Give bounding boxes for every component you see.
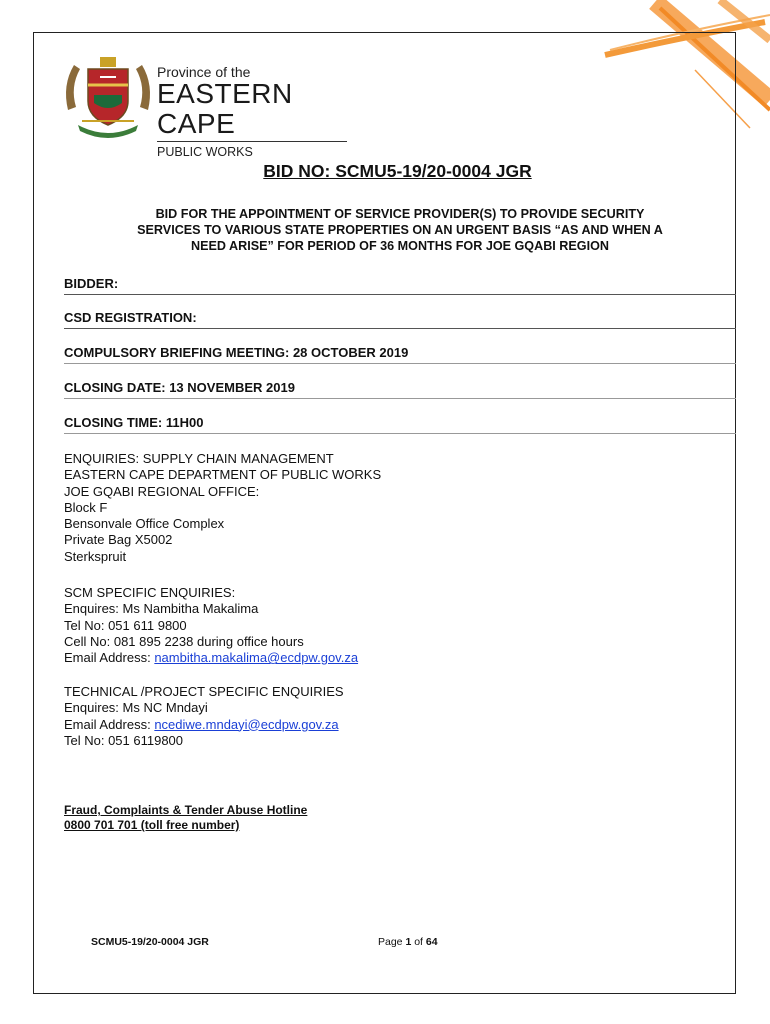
scm-email-label: Email Address: (64, 650, 155, 666)
page-total: 64 (425, 936, 438, 948)
csd-registration-field: CSD REGISTRATION: (64, 310, 736, 329)
address-line: Private Bag X5002 (64, 532, 173, 548)
page-of: of (411, 936, 426, 948)
scm-heading: SCM SPECIFIC ENQUIRIES: (64, 585, 236, 600)
scm-cell: Cell No: 081 895 2238 during office hours (64, 633, 304, 649)
briefing-meeting-field: COMPULSORY BRIEFING MEETING: 28 OCTOBER 2019 (64, 345, 736, 364)
footer-reference: SCMU5-19/20-0004 JGR (91, 936, 209, 948)
scm-email-link[interactable]: nambitha.makalima@ecdpw.gov.za (154, 650, 359, 666)
technical-heading: TECHNICAL /PROJECT SPECIFIC ENQUIRIES (64, 684, 344, 699)
logo-main-line: EASTERN CAPE (157, 78, 293, 139)
logo-province-line: Province of the (157, 64, 251, 80)
technical-email-row (64, 717, 344, 733)
bid-number-title: BID NO: SCMU5-19/20-0004 JGR (263, 161, 532, 181)
address-line: Block F (64, 499, 108, 515)
page-word: Page (378, 936, 406, 948)
bid-description (60, 206, 740, 254)
scm-contact: Enquires: Ms Nambitha Makalima (64, 601, 259, 617)
technical-email-label: Email Address: (64, 716, 155, 732)
technical-enquiries-block (64, 684, 344, 749)
fraud-hotline (64, 803, 307, 833)
address-line: Bensonvale Office Complex (64, 516, 225, 532)
hotline-number: 0800 701 701 (toll free number) (64, 818, 240, 832)
bid-description-line: NEED ARISE” FOR PERIOD OF 36 MONTHS FOR JOE GQABI REGION (191, 239, 609, 253)
technical-tel: Tel No: 051 6119800 (64, 732, 184, 748)
bidder-field: BIDDER: (64, 276, 736, 295)
technical-contact: Enquires: Ms NC Mndayi (64, 700, 208, 716)
footer-page-number (378, 936, 438, 948)
address-line: EASTERN CAPE DEPARTMENT OF PUBLIC WORKS (64, 467, 382, 483)
department-logo (60, 55, 360, 159)
technical-email-link[interactable]: ncediwe.mndayi@ecdpw.gov.za (154, 716, 339, 732)
closing-time-field: CLOSING TIME: 11H00 (64, 415, 736, 434)
address-line: JOE GQABI REGIONAL OFFICE: (64, 483, 260, 499)
scm-tel: Tel No: 051 611 9800 (64, 617, 187, 633)
address-line: Sterkspruit (64, 548, 127, 564)
enquiries-address-block (64, 451, 381, 565)
logo-sub-line: PUBLIC WORKS (157, 145, 253, 159)
address-line: ENQUIRIES: SUPPLY CHAIN MANAGEMENT (64, 451, 334, 466)
scm-email-row (64, 650, 358, 666)
bid-description-line: SERVICES TO VARIOUS STATE PROPERTIES ON AN URGENT BASIS “AS AND WHEN A (137, 223, 663, 237)
scm-enquiries-block (64, 585, 358, 666)
logo-rule (157, 141, 347, 142)
coat-of-arms-icon (60, 55, 156, 141)
page-current: 1 (405, 936, 412, 948)
closing-date-field: CLOSING DATE: 13 NOVEMBER 2019 (64, 380, 736, 399)
hotline-title: Fraud, Complaints & Tender Abuse Hotline (64, 803, 308, 817)
bid-description-line: BID FOR THE APPOINTMENT OF SERVICE PROVIDER(S) TO PROVIDE SECURITY (155, 207, 645, 221)
